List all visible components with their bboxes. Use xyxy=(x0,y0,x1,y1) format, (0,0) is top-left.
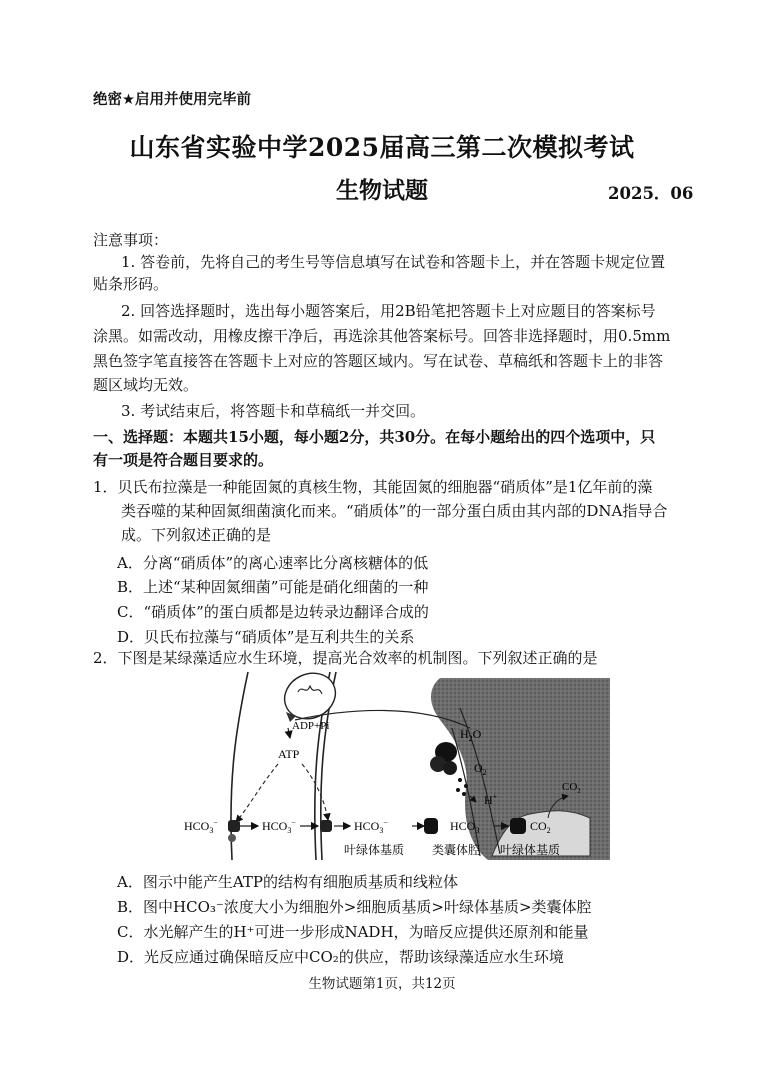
transporter-2 xyxy=(320,820,332,832)
hco3-label-1: $HCO_3^-$ xyxy=(184,818,218,835)
hco3-label-2: $HCO_3^-$ xyxy=(262,818,296,835)
q1-option-a[interactable]: A．分离“硝质体”的离心速率比分离核糖体的低 xyxy=(117,554,429,572)
atp-label: ATP xyxy=(278,747,300,761)
section-heading-cont: 有一项是符合题目要求的。 xyxy=(93,451,274,469)
exam-title: 山东省实验中学2025届高三第二次模拟考试 xyxy=(129,133,635,162)
subject-title: 生物试题 xyxy=(336,178,428,204)
secret-mark: 绝密★启用并使用完毕前 xyxy=(93,92,251,108)
notice-line: 1. 答卷前，先将自己的考生号等信息填写在试卷和答题卡上，并在答题卡规定位置 xyxy=(121,253,666,271)
hco3-label-4: $HCO_3$ xyxy=(450,819,480,835)
transporter-3 xyxy=(424,818,438,834)
mitochondrion xyxy=(277,668,343,727)
q2-stem: 2．下图是某绿藻适应水生环境，提高光合效率的机制图。下列叙述正确的是 xyxy=(93,649,598,667)
q1-stem: 成。下列叙述正确的是 xyxy=(121,526,272,544)
notice-line: 题区域均无效。 xyxy=(93,376,199,394)
q2-option-d[interactable]: D．光反应通过确保暗反应中CO₂的供应，帮助该绿藻适应水生环境 xyxy=(117,948,564,966)
hplus-label: H+ xyxy=(484,792,498,807)
q1-stem: 1．贝氏布拉藻是一种能固氮的真核生物，其能固氮的细胞器“硝质体”是1亿年前的藻 xyxy=(93,478,653,496)
section-heading: 一、选择题：本题共15小题，每小题2分，共30分。在每小题给出的四个选项中，只 xyxy=(93,428,656,446)
co2-bottom-label: $CO_2$ xyxy=(530,819,551,835)
stroma-label-2: 叶绿体基质 xyxy=(500,843,561,857)
notice-heading: 注意事项： xyxy=(93,231,169,249)
notice-line: 涂黑。如需改动，用橡皮擦干净后，再选涂其他答案标号。回答非选择题时，用0.5mm xyxy=(93,327,671,345)
o2-label: $O_2$ xyxy=(474,761,487,777)
stroma-label-1: 叶绿体基质 xyxy=(344,843,405,857)
q1-option-b[interactable]: B．上述“某种固氮细菌”可能是硝化细菌的一种 xyxy=(117,578,429,596)
lumen-label: 类囊体腔 xyxy=(432,843,481,857)
notice-line: 贴条形码。 xyxy=(93,275,169,293)
notice-line: 3. 考试结束后，将答题卡和草稿纸一并交回。 xyxy=(121,402,426,420)
hco3-label-3: $HCO_3^-$ xyxy=(354,818,388,835)
q2-figure xyxy=(170,668,610,864)
notice-line: 2. 回答选择题时，选出每小题答案后，用2B铅笔把答题卡上对应题目的答案标号 xyxy=(121,302,656,320)
q1-option-c[interactable]: C．“硝质体”的蛋白质都是边转录边翻译合成的 xyxy=(117,603,429,621)
q1-option-d[interactable]: D．贝氏布拉藻与“硝质体”是互利共生的关系 xyxy=(117,628,415,646)
notice-line: 黑色签字笔直接答在答题卡上对应的答题区域内。写在试卷、草稿纸和答题卡上的非答 xyxy=(93,352,664,370)
carbonic-anhydrase xyxy=(510,818,526,834)
svg-text:H2O: $H_2O$ xyxy=(460,727,482,743)
co2-top-label: $CO_2$ xyxy=(562,781,581,795)
adp-pi-label: ADP+Pi xyxy=(292,720,330,732)
exam-date: 2025．06 xyxy=(608,184,694,203)
photosystem-complex xyxy=(430,742,457,775)
q1-stem: 类吞噬的某种固氮细菌演化而来。“硝质体”的一部分蛋白质由其内部的DNA指导合 xyxy=(121,502,668,520)
transporter-1 xyxy=(228,820,240,842)
q2-option-a[interactable]: A．图示中能产生ATP的结构有细胞质基质和线粒体 xyxy=(117,873,458,891)
q2-option-c[interactable]: C．水光解产生的H⁺可进一步形成NADH，为暗反应提供还原剂和能量 xyxy=(117,923,589,941)
q2-option-b[interactable]: B．图中HCO₃⁻浓度大小为细胞外>细胞质基质>叶绿体基质>类囊体腔 xyxy=(117,898,592,916)
page-footer: 生物试题第1页，共12页 xyxy=(308,976,456,992)
